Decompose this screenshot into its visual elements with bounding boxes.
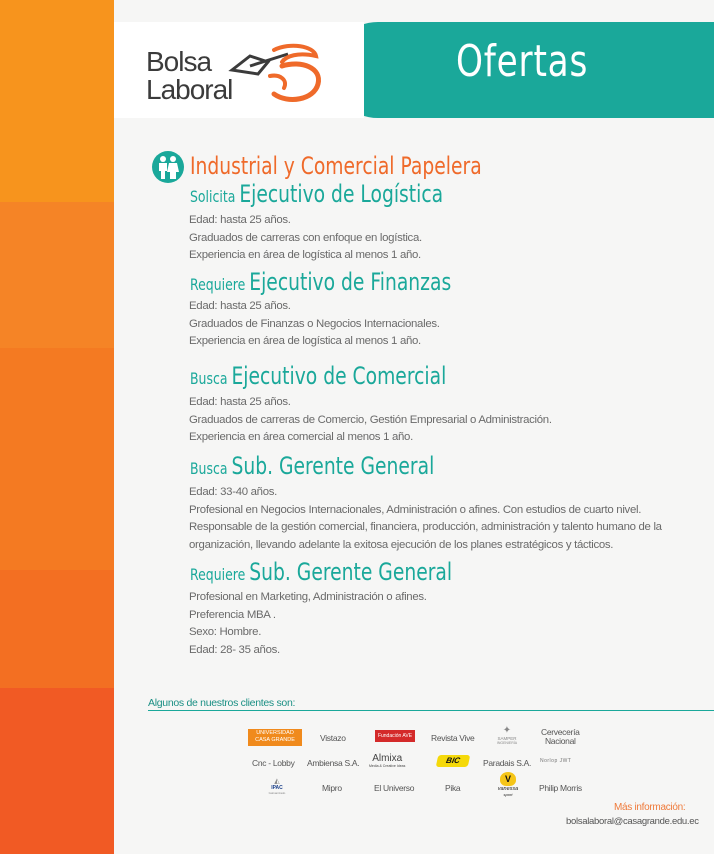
- job-detail-line: Experiencia en área de logística al menos 1 año.: [189, 249, 421, 261]
- people-icon: [152, 151, 184, 183]
- contact-email-link[interactable]: bolsalaboral@casagrande.edu.ec: [566, 816, 699, 827]
- client-cerveceria: [541, 728, 580, 746]
- client-philip-morris: Philip Morris: [539, 783, 582, 793]
- sidebar-band-3: [0, 348, 114, 570]
- job-role: Sub. Gerente General: [249, 558, 453, 586]
- job-detail-line: Sexo: Hombre.: [189, 626, 262, 638]
- job-description: [189, 298, 440, 351]
- client-logo-ipac: [266, 779, 288, 797]
- client-logo-ipac-line1: IPAC: [271, 785, 283, 791]
- client-logo-bic: BIC: [436, 755, 471, 767]
- job-detail-line: Edad: hasta 25 años.: [189, 396, 291, 408]
- job-role: Ejecutivo de Logística: [239, 180, 444, 208]
- client-logo-fundacion: Fundación AVE: [375, 730, 415, 742]
- client-cnc-lobby: Cnc - Lobby: [252, 758, 295, 768]
- client-mipro: Mipro: [322, 783, 342, 793]
- clients-divider: [148, 710, 714, 711]
- company-name: Industrial y Comercial Papelera: [190, 152, 482, 180]
- job-description: [189, 484, 662, 554]
- job-detail-line: Responsable de la gestión comercial, financiera, producción, administración y talento humano de la: [189, 521, 662, 533]
- more-info-label: Más información:: [614, 802, 686, 813]
- job-role: Sub. Gerente General: [231, 452, 435, 480]
- job-detail-line: Graduados de Finanzas o Negocios Internacionales.: [189, 317, 440, 330]
- job-title: [190, 558, 452, 586]
- job-role: Ejecutivo de Finanzas: [249, 268, 452, 296]
- job-verb: Requiere: [190, 275, 246, 294]
- client-logo-samper-line1: SAMPER: [497, 736, 517, 741]
- client-paradais: Paradais S.A.: [483, 758, 532, 768]
- client-logo-casa-grande-line2: CASA GRANDE: [255, 737, 295, 743]
- client-almixa-name: Almixa: [372, 753, 403, 764]
- job-detail-line: Preferencia MBA .: [189, 608, 276, 621]
- job-detail-line: Edad: hasta 25 años.: [189, 214, 291, 226]
- client-el-universo: El Universo: [374, 783, 415, 793]
- job-detail-line: Profesional en Negocios Internacionales, Administración o afines. Con estudios de cuarto nivel.: [189, 503, 642, 516]
- sidebar-color-band: [0, 0, 114, 854]
- job-title: [190, 362, 446, 390]
- job-detail-line: Edad: hasta 25 años.: [189, 300, 291, 312]
- samper-figure-icon: ✦: [502, 725, 512, 736]
- client-vistazo: Vistazo: [320, 733, 346, 743]
- client-logo-samper-line2: INGENIERÍA: [496, 741, 518, 745]
- job-detail-line: Edad: 28- 35 años.: [189, 643, 280, 656]
- job-verb: Requiere: [190, 565, 246, 584]
- job-detail-line: Profesional en Marketing, Administración o afines.: [189, 591, 427, 603]
- client-logo-samper: [494, 726, 520, 748]
- client-almixa: [369, 753, 405, 769]
- client-ambiensa: Ambiensa S.A.: [307, 758, 360, 768]
- client-logo-casa-grande-line1: UNIVERSIDAD: [256, 730, 294, 736]
- job-detail-line: organización, llevando adelante la exitosa ejecución de los planes estratégicos y tácticos.: [189, 538, 614, 551]
- logo-text-bolsa: Bolsa: [146, 46, 212, 77]
- job-title: [190, 268, 451, 296]
- clients-label: Algunos de nuestros clientes son:: [148, 697, 296, 709]
- vanessa-v-icon: V: [500, 772, 516, 786]
- job-detail-line: Experiencia en área de logística al menos 1 año.: [189, 335, 421, 347]
- client-norlop: Norlop JWT: [540, 758, 572, 764]
- client-logo-vanessa: [494, 772, 522, 802]
- job-detail-line: Graduados de carreras de Comercio, Gestión Empresarial o Administración.: [189, 413, 552, 426]
- sidebar-band-4: [0, 570, 114, 688]
- job-description: [189, 589, 427, 659]
- job-verb: Solicita: [190, 187, 236, 206]
- job-description: [189, 212, 422, 265]
- job-verb: Busca: [190, 459, 228, 478]
- page-title: Ofertas: [456, 36, 589, 87]
- client-revista-vive: Revista Vive: [431, 733, 475, 743]
- job-description: [189, 394, 552, 447]
- client-cerveceria-line2: Nacional: [544, 736, 576, 746]
- sidebar-band-5: [0, 688, 114, 854]
- job-detail-line: Edad: 33-40 años.: [189, 486, 277, 498]
- sidebar-band-1: [0, 0, 114, 202]
- job-title: [190, 452, 434, 480]
- client-logo-ipac-line2: Galvanizado: [268, 791, 286, 795]
- ipac-mark-icon: ◭: [274, 778, 280, 785]
- sidebar-band-2: [0, 202, 114, 348]
- job-verb: Busca: [190, 369, 228, 388]
- logo-text-laboral: Laboral: [146, 74, 233, 105]
- logo-swirl-icon: [228, 40, 328, 108]
- client-logo-casa-grande: [248, 729, 302, 746]
- job-role: Ejecutivo de Comercial: [231, 362, 447, 390]
- client-logo-vanessa-line2: sport: [503, 792, 513, 797]
- client-logo-vanessa-line1: vanessa: [497, 786, 519, 792]
- job-detail-line: Graduados de carreras con enfoque en logística.: [189, 231, 422, 244]
- job-detail-line: Experiencia en área comercial al menos 1 año.: [189, 431, 413, 443]
- job-title: [190, 180, 443, 208]
- client-pika: Pika: [445, 783, 461, 793]
- client-almixa-sub: Media & Creative Ideas: [369, 764, 406, 768]
- client-cerveceria-line1: Cervecería: [541, 727, 580, 737]
